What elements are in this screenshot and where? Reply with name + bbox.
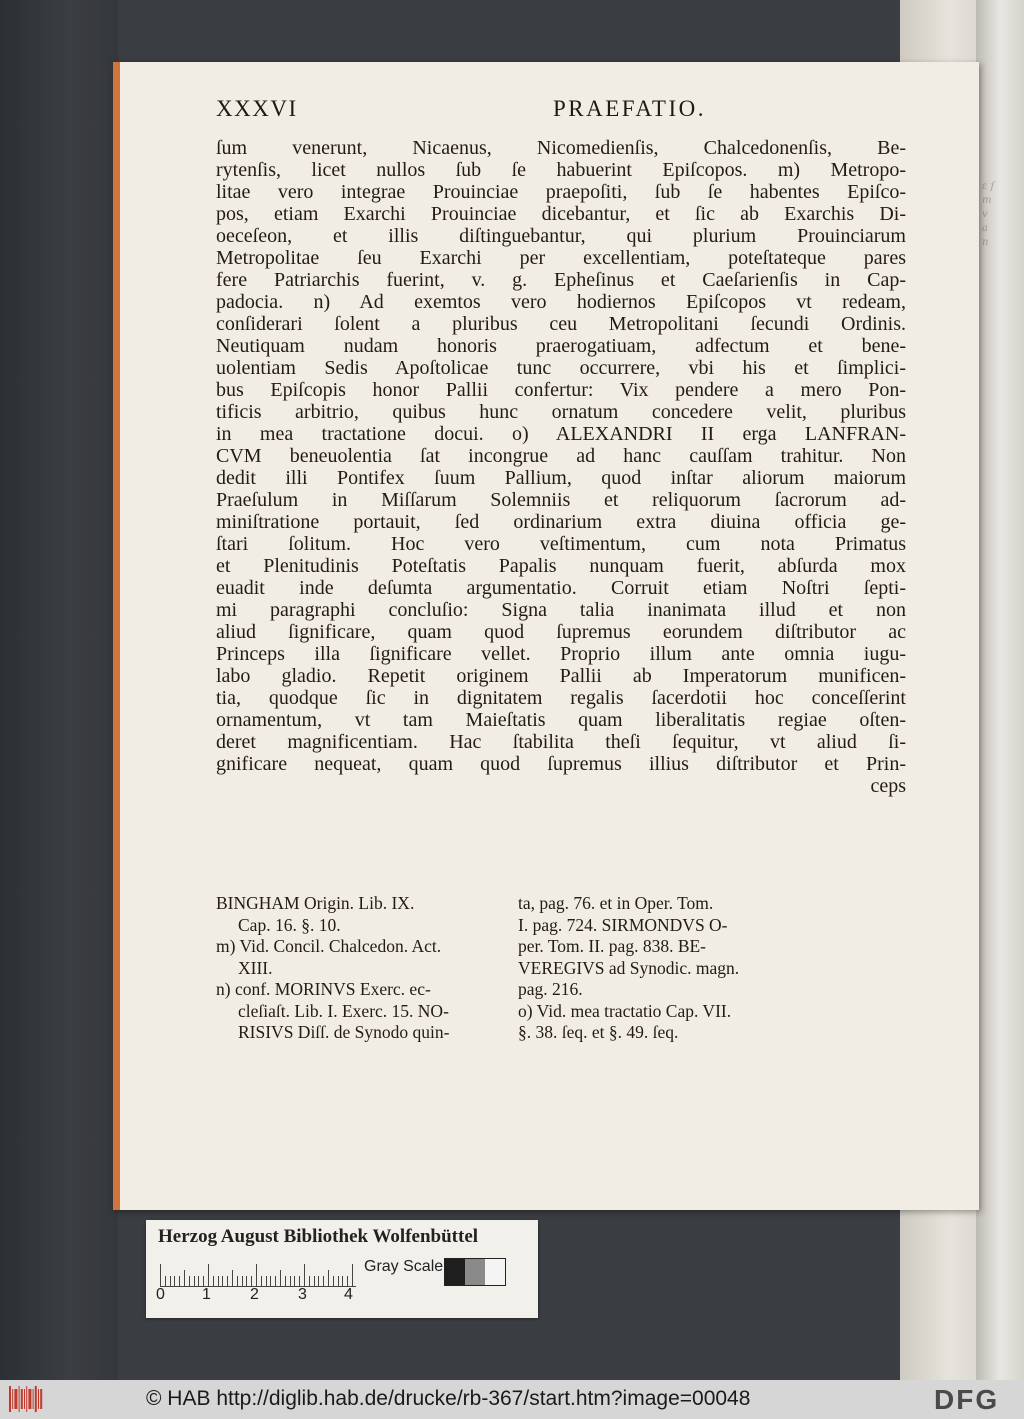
ruler-tick [251, 1276, 252, 1286]
ruler-tick [203, 1276, 204, 1286]
ruler-tick [174, 1276, 175, 1286]
footer-bar [0, 1380, 1024, 1419]
barcode-bar [26, 1386, 27, 1412]
footnote-line: n) conf. MORINVS Exerc. ec- [216, 979, 431, 999]
text-line: litae vero integrae Prouinciae praepoſiti, ſub ſe habentes Epiſco- [216, 181, 906, 203]
footnote-line: I. pag. 724. SIRMONDVS O- [518, 914, 728, 935]
footnote-line: cleſiaſt. Lib. I. Exerc. 15. NO- [238, 1000, 449, 1021]
ruler-tick [285, 1276, 286, 1286]
text-line: Metropolitae ſeu Exarchi per excellentiam, poteſtateque pares [216, 247, 906, 269]
ruler-tick [280, 1270, 281, 1286]
color-scale-card [146, 1220, 538, 1318]
ruler-tick [256, 1264, 257, 1286]
ruler-tick [318, 1276, 319, 1286]
ruler-tick [170, 1276, 171, 1286]
text-line: in mea tractatione docui. o) ALEXANDRI II erga LANFRAN- [216, 423, 906, 445]
footnote-line: BINGHAM Origin. Lib. IX. [216, 893, 415, 913]
text-line: conſiderari ſolent a pluribus ceu Metropolitani ſecundi Ordinis. [216, 313, 906, 335]
gray-swatch-mid [465, 1259, 485, 1285]
text-line: Princeps illa ſignificare vellet. Proprio illum ante omnia iugu- [216, 643, 906, 665]
footnote-line: §. 38. ſeq. et §. 49. ſeq. [518, 1022, 679, 1042]
ruler-tick [237, 1276, 238, 1286]
ruler-tick [352, 1264, 353, 1286]
ruler-tick [299, 1276, 300, 1286]
barcode-bar [19, 1386, 20, 1412]
footnote-line: m) Vid. Concil. Chalcedon. Act. [216, 936, 442, 956]
ruler-tick [160, 1264, 161, 1286]
footnotes-right-column [518, 893, 808, 1044]
text-line: ſtari ſolitum. Hoc vero veſtimentum, cum nota Primatus [216, 533, 906, 555]
gray-scale-label: Gray Scale [364, 1258, 444, 1275]
text-line: dedit illi Pontifex ſuum Pallium, quod inſtar aliorum maiorum [216, 467, 906, 489]
footnote-line: o) Vid. mea tractatio Cap. VII. [518, 1000, 732, 1021]
barcode-bar [35, 1386, 37, 1412]
book-cradle-left [0, 0, 118, 1380]
facing-page-bleed: ε ſ m v a n [982, 181, 995, 248]
text-line: uolentiam Sedis Apoſtolicae tunc occurrere, vbi his et ſimplici- [216, 357, 906, 379]
barcode-bar [21, 1389, 23, 1409]
text-line: ceps [870, 775, 906, 797]
barcode-icon [8, 1384, 44, 1414]
ruler-tick [261, 1276, 262, 1286]
ruler-tick [328, 1270, 329, 1286]
text-line: CVM beneuolentia ſat incongrue ad hanc cauſſam trahitur. Non [216, 445, 906, 467]
text-line: tia, quodque ſic in dignitatem regalis ſacerdotii hoc conceſſerint [216, 687, 906, 709]
ruler-tick [246, 1276, 247, 1286]
text-line: ſum venerunt, Nicaenus, Nicomedienſis, Chalcedonenſis, Be- [216, 137, 906, 159]
ruler-tick [179, 1276, 180, 1286]
main-text [216, 137, 906, 797]
text-line: aliud ſignificare, quam quod ſupremus eorundem diſtributor ac [216, 621, 906, 643]
footnote-line: VEREGIVS ad Synodic. magn. [518, 957, 740, 978]
barcode-bar [40, 1389, 42, 1409]
barcode-bar [12, 1389, 13, 1409]
ruler-tick [194, 1276, 195, 1286]
footnote-line: XIII. [238, 957, 273, 978]
text-line: gnificare nequeat, quam quod ſupremus illius diſtributor et Prin- [216, 753, 906, 775]
ruler-tick [218, 1276, 219, 1286]
ruler-tick [189, 1276, 190, 1286]
ruler-tick [323, 1276, 324, 1286]
ruler-tick [266, 1276, 267, 1286]
barcode-bar [9, 1386, 11, 1412]
ruler-tick [290, 1276, 291, 1286]
text-line: pos, etiam Exarchi Prouinciae dicebantur, et ſic ab Exarchis Di- [216, 203, 906, 225]
library-name: Herzog August Bibliothek Wolfenbüttel [158, 1226, 479, 1247]
text-line: Neutiquam nudam honoris praerogatiuam, adfectum et bene- [216, 335, 906, 357]
gray-scale-swatches [444, 1258, 506, 1286]
ruler-tick [227, 1276, 228, 1286]
gray-swatch-light [485, 1259, 505, 1285]
ruler-tick [165, 1276, 166, 1286]
footnotes-left-column [216, 893, 506, 1044]
text-line: tificis arbitrio, quibus hunc ornatum concedere velit, pluribus [216, 401, 906, 423]
ruler-tick [333, 1276, 334, 1286]
ruler-tick [342, 1276, 343, 1286]
text-line: oeceſeon, et illis diſtinguebantur, qui plurium Prouinciarum [216, 225, 906, 247]
ruler-tick [347, 1276, 348, 1286]
ruler-tick [232, 1270, 233, 1286]
ruler-number: 2 [250, 1286, 259, 1303]
page-header [216, 96, 706, 126]
text-line: bus Epiſcopis honor Pallii confertur: Vix pendere a mero Pon- [216, 379, 906, 401]
text-line: euadit inde deſumta argumentatio. Corruit etiam Noſtri ſepti- [216, 577, 906, 599]
dfg-logo: DFG [934, 1384, 1000, 1415]
gray-swatch-dark [445, 1259, 465, 1285]
barcode-bar [14, 1389, 17, 1409]
ruler-number: 0 [156, 1286, 165, 1303]
ruler-tick [304, 1264, 305, 1286]
ruler-tick [270, 1276, 271, 1286]
text-line: fere Patriarchis fuerint, v. g. Epheſinus et Caeſarienſis in Cap- [216, 269, 906, 291]
ruler-tick [208, 1264, 209, 1286]
text-line: Praeſulum in Miſſarum Solemniis et reliquorum ſacrorum ad- [216, 489, 906, 511]
barcode-bar [24, 1389, 25, 1409]
ruler-tick [314, 1276, 315, 1286]
ruler-number: 4 [344, 1286, 353, 1303]
text-line: ornamentum, vt tam Maieſtatis quam liberalitatis regiae oſten- [216, 709, 906, 731]
text-line: padocia. n) Ad exemtos vero hodiernos Epiſcopos vt redeam, [216, 291, 906, 313]
text-line: labo gladio. Repetit originem Pallii ab Imperatorum munificen- [216, 665, 906, 687]
ruler-number: 1 [202, 1286, 211, 1303]
footnote-line: Cap. 16. §. 10. [238, 914, 341, 935]
ruler-tick [338, 1276, 339, 1286]
footnote-line: RISIVS Diſſ. de Synodo quin- [238, 1022, 450, 1042]
running-title: PRAEFATIO. [552, 96, 706, 121]
footer-link[interactable]: © HAB http://diglib.hab.de/drucke/rb-367/start.htm?image=00048 [146, 1387, 751, 1410]
footnote-line: ta, pag. 76. et in Oper. Tom. [518, 893, 714, 913]
ruler-tick [275, 1276, 276, 1286]
ruler [160, 1256, 356, 1287]
text-line: mi paragraphi concluſio: Signa talia inanimata illud et non [216, 599, 906, 621]
ruler-number: 3 [298, 1286, 307, 1303]
ruler-tick [294, 1276, 295, 1286]
text-line: deret magnificentiam. Hac ſtabilita theſi ſequitur, vt aliud ſi- [216, 731, 906, 753]
footnote-line: pag. 216. [518, 979, 583, 999]
barcode-bar [28, 1389, 31, 1409]
ruler-tick [242, 1276, 243, 1286]
ruler-tick [213, 1276, 214, 1286]
ruler-tick [222, 1276, 223, 1286]
footnote-line: per. Tom. II. pag. 838. BE- [518, 936, 707, 956]
text-line: rytenſis, licet nullos ſub ſe habuerint Epiſcopos. m) Metropo- [216, 159, 906, 181]
barcode-bar [38, 1389, 39, 1409]
barcode-bar [33, 1389, 34, 1409]
page-number: XXXVI [216, 96, 298, 121]
ruler-tick [198, 1276, 199, 1286]
ruler-tick [309, 1276, 310, 1286]
text-line: et Plenitudinis Poteſtatis Papalis nunquam fuerit, abſurda mox [216, 555, 906, 577]
ruler-tick [184, 1270, 185, 1286]
text-line: miniſtratione portauit, ſed ordinarium extra diuina officia ge- [216, 511, 906, 533]
